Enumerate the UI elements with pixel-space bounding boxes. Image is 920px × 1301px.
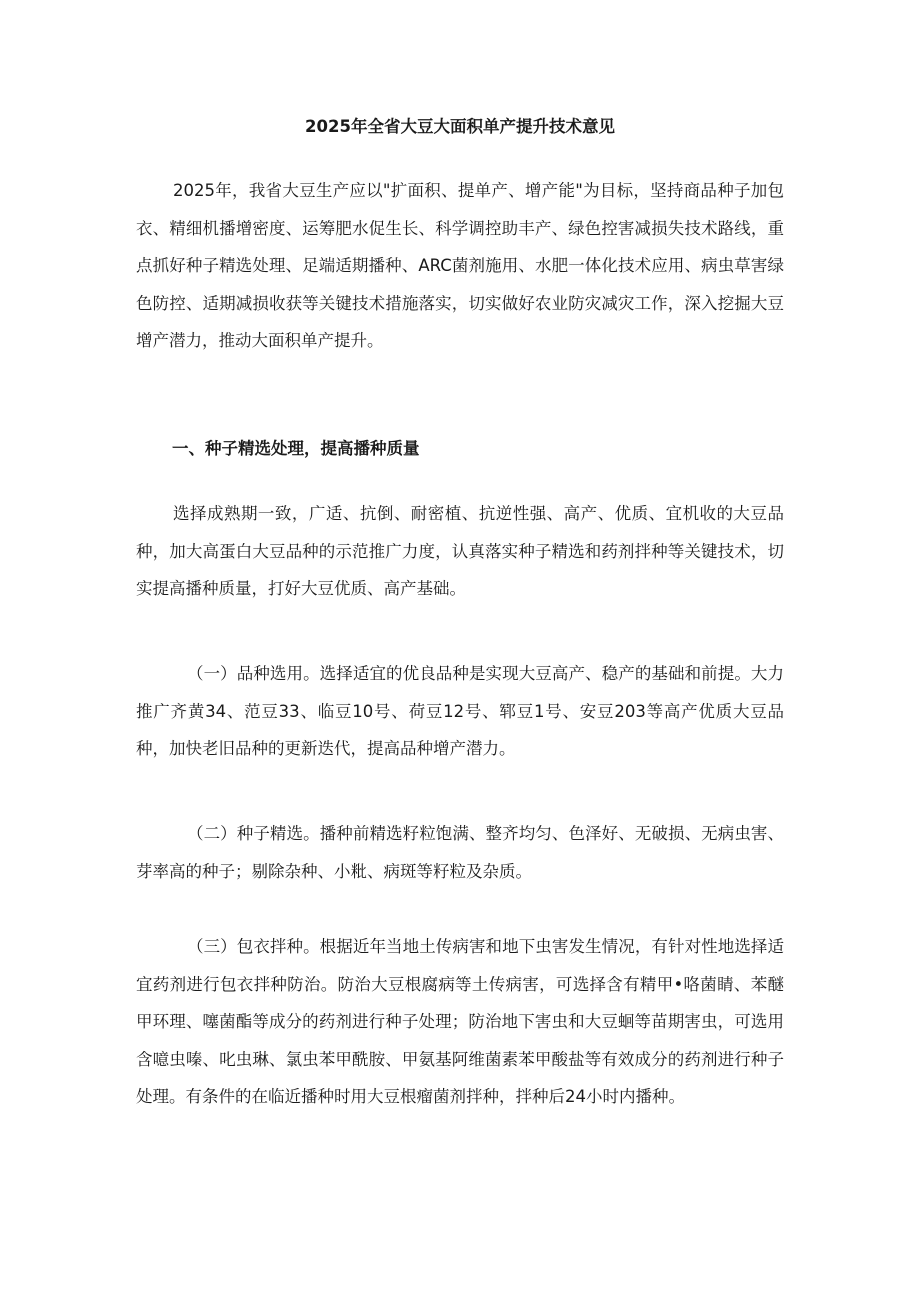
intro-paragraph: 2025年，我省大豆生产应以"扩面积、提单产、增产能"为目标，坚持商品种子加包衣、精细机播增密度、运筹肥水促生长、科学调控助丰产、绿色控害减损失技术路线，重点抓好种子精选处理、足端适期播种、ARC菌剂施用、水肥一体化技术应用、病虫草害绿色防控、适期减损收获等关键技术措施落实，切实做好农业防灾减灾工作，深入挖掘大豆增产潜力，推动大面积单产提升。 (136, 181, 784, 350)
section-body-paragraph: 选择成熟期一致，广适、抗倒、耐密植、抗逆性强、高产、优质、宜机收的大豆品种，加大高蛋白大豆品种的示范推广力度，认真落实种子精选和药剂拌种等关键技术，切实提高播种质量，打好大豆优质、高产基础。 (136, 504, 784, 598)
item-variety-selection: （一）品种选用。选择适宜的优良品种是实现大豆高产、稳产的基础和前提。大力推广齐黄34、范豆33、临豆10号、荷豆12号、郓豆1号、安豆203等高产优质大豆品种，加快老旧品种的更新迭代，提高品种增产潜力。 (136, 664, 784, 758)
item-seed-selection: （二）种子精选。播种前精选籽粒饱满、整齐均匀、色泽好、无破损、无病虫害、芽率高的种子；剔除杂种、小粃、病斑等籽粒及杂质。 (136, 824, 784, 881)
document-title: 2025年全省大豆大面积单产提升技术意见 (305, 117, 615, 136)
section-heading: 一、种子精选处理，提高播种质量 (172, 439, 420, 458)
item-seed-coating: （三）包衣拌种。根据近年当地土传病害和地下虫害发生情况，有针对性地选择适宜药剂进行包衣拌种防治。防治大豆根腐病等土传病害，可选择含有精甲•咯菌睛、苯醚甲环理、噻菌酯等成分的药剂进行种子处理；防治地下害虫和大豆蛔等苗期害虫，可选用含噫虫嗪、叱虫琳、氯虫苯甲酰胺、甲氨基阿维菌素苯甲酸盐等有效成分的药剂进行种子处理。有条件的在临近播种时用大豆根瘤菌剂拌种，拌种后24小时内播种。 (136, 937, 784, 1106)
